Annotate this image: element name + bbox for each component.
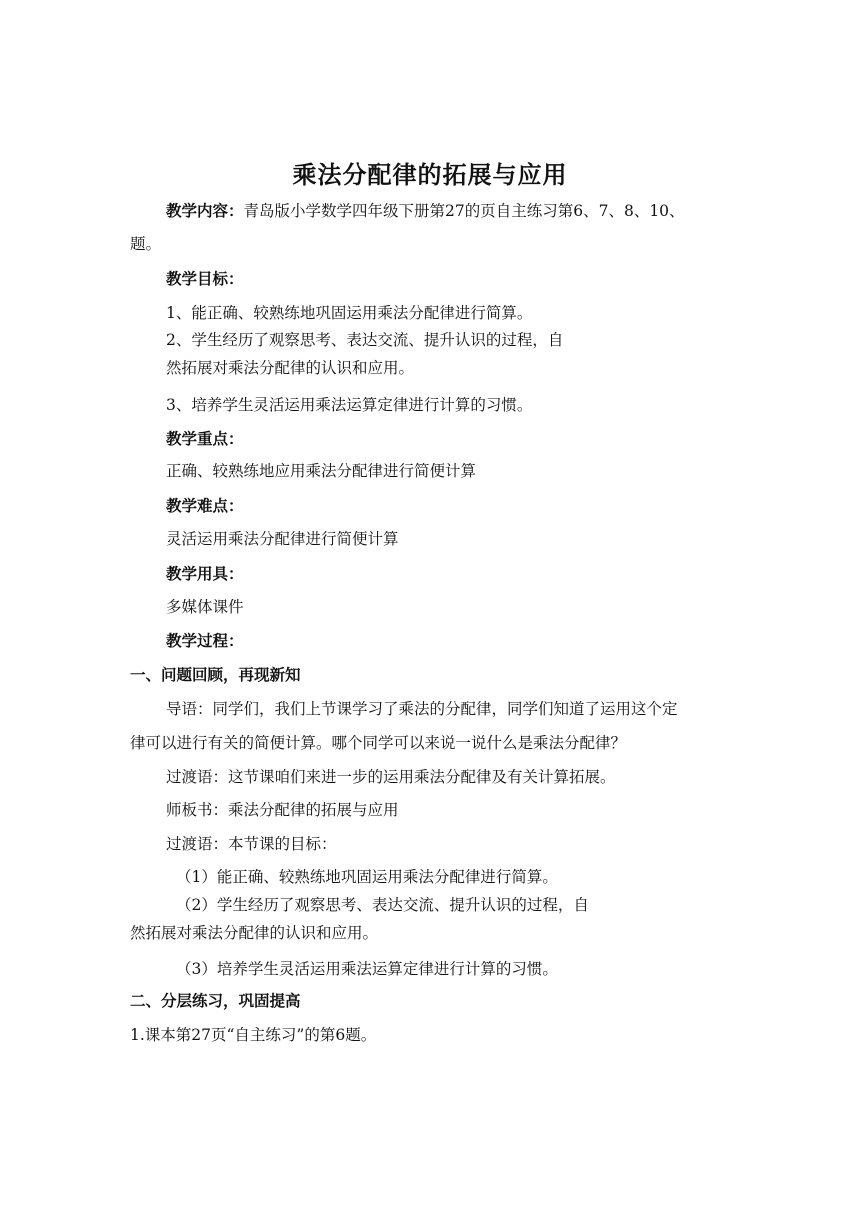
goal-item-1: 1、能正确、较熟练地巩固运用乘法分配律进行简算。	[166, 304, 533, 322]
difficulty-text: 灵活运用乘法分配律进行简便计算	[166, 530, 399, 548]
objective-item-2: （2）学生经历了观察思考、表达交流、提升认识的过程，自	[176, 896, 589, 914]
tools-text: 多媒体课件	[166, 598, 244, 616]
content-text: 青岛版小学数学四年级下册第27的页自主练习第6、7、8、10、	[243, 202, 685, 220]
intro-paragraph-continued: 律可以进行有关的简便计算。哪个同学可以来说一说什么是乘法分配律？	[130, 734, 627, 752]
goal-item-2-continued: 然拓展对乘法分配律的认识和应用。	[166, 359, 415, 377]
difficulty-label: 教学难点：	[166, 497, 244, 515]
goals-label: 教学目标：	[166, 270, 244, 288]
intro-paragraph: 导语：同学们，我们上节课学习了乘法的分配律，同学们知道了运用这个定	[166, 700, 678, 718]
key-point-text: 正确、较熟练地应用乘法分配律进行简便计算	[166, 462, 477, 480]
content-paragraph	[130, 200, 776, 222]
transition-text-2: 过渡语：本节课的目标：	[166, 835, 337, 853]
objective-item-1: （1）能正确、较熟练地巩固运用乘法分配律进行简算。	[176, 868, 558, 886]
goal-item-2: 2、学生经历了观察思考、表达交流、提升认识的过程，自	[166, 331, 564, 349]
objective-item-3: （3）培养学生灵活运用乘法运算定律进行计算的习惯。	[176, 960, 558, 978]
section-heading-1: 一、问题回顾，再现新知	[130, 666, 301, 684]
process-label: 教学过程：	[166, 632, 244, 650]
key-point-label: 教学重点：	[166, 430, 244, 448]
content-label: 教学内容：	[166, 202, 244, 220]
section-heading-2: 二、分层练习，巩固提高	[130, 992, 301, 1010]
board-text: 师板书：乘法分配律的拓展与应用	[166, 801, 399, 819]
objective-item-2-continued: 然拓展对乘法分配律的认识和应用。	[130, 924, 379, 942]
exercise-item-1: 1.课本第27页“自主练习”的第6题。	[130, 1026, 377, 1044]
transition-text-1: 过渡语：这节课咱们来进一步的运用乘法分配律及有关计算拓展。	[166, 768, 616, 786]
goal-item-3: 3、培养学生灵活运用乘法运算定律进行计算的习惯。	[166, 396, 533, 414]
tools-label: 教学用具：	[166, 565, 244, 583]
content-text-continued: 题。	[130, 235, 162, 253]
page-title: 乘法分配律的拓展与应用	[292, 161, 568, 189]
